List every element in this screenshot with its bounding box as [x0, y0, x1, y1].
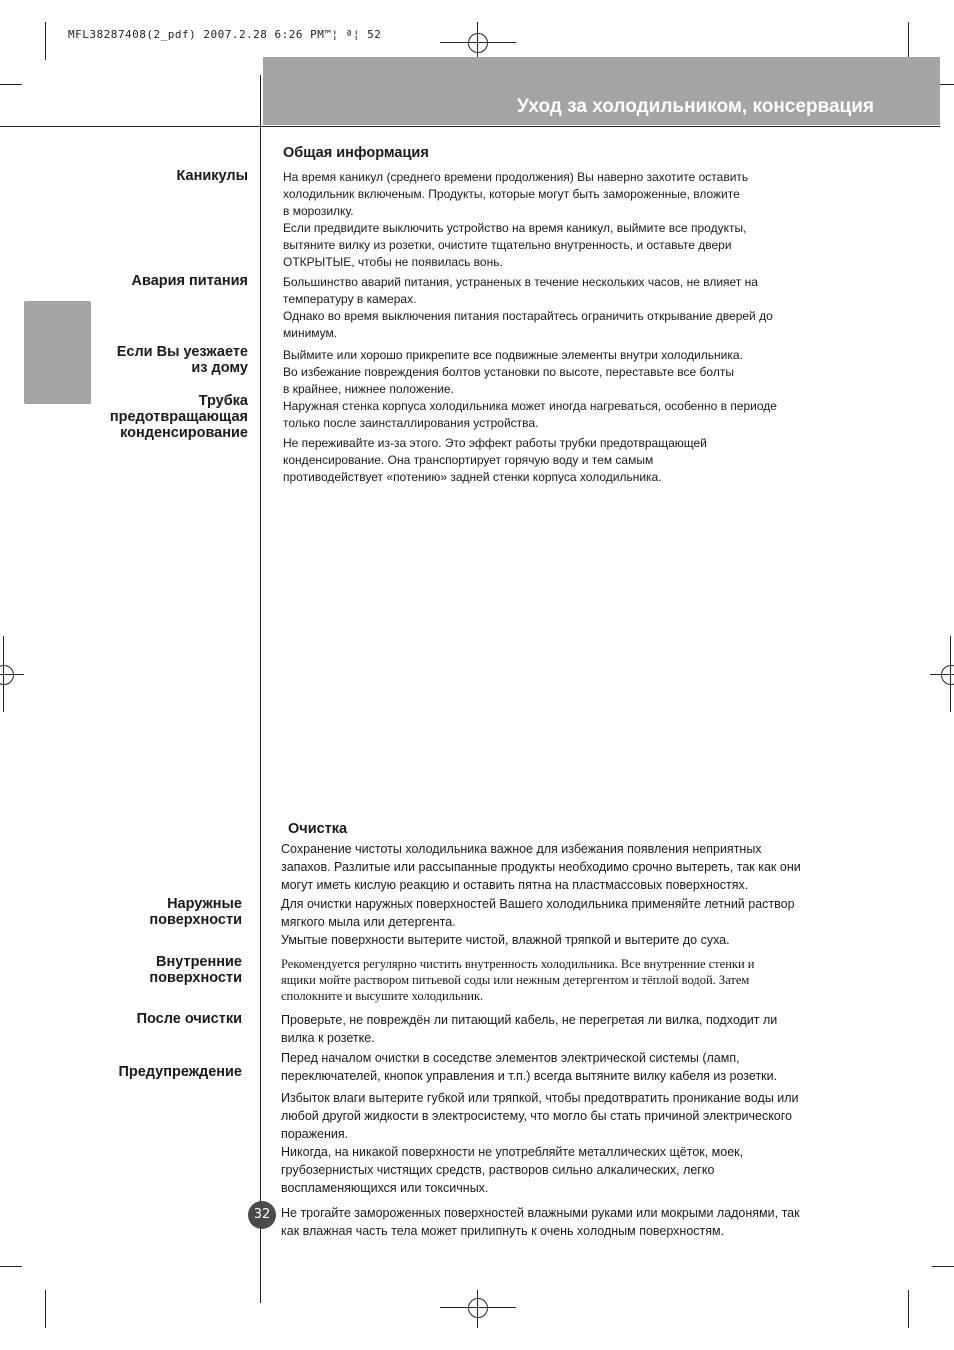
cleaning-heading: Очистка: [288, 821, 348, 837]
inner-surfaces-text: Рекомендуется регулярно чистить внутренность холодильника. Все внутренние стенки и ящики мойте раствором питьевой соды или нежным детергентом и тёплой водой. Затем сполокните и высушите холодильник.: [281, 957, 755, 1003]
label-anti-condensation: Трубка предотвращающая конденсирование: [109, 393, 248, 441]
label-outer-surfaces: Наружные поверхности: [149, 896, 242, 928]
label-inner-surfaces: Внутренние поверхности: [149, 954, 242, 986]
column-divider: [260, 75, 261, 1303]
label-after-cleaning: После очистки: [136, 1011, 242, 1027]
page-number: 32: [248, 1201, 276, 1229]
label-power-failure: Авария питания: [131, 273, 248, 289]
section-tab: [24, 301, 91, 404]
general-heading: Общая информация: [283, 145, 429, 161]
label-vacation: Каникулы: [176, 168, 248, 184]
warning-text-3: Не трогайте замороженных поверхностей влажными руками или мокрыми ладонями, так как влажная часть тела может прилипнуть к очень холодным поверхностям.: [281, 1206, 800, 1238]
warning-text-2: Избыток влаги вытерите губкой или тряпкой, чтобы предотвратить проникание воды или любой другой жидкости в электросистему, что могло бы стать причиной электрического поражения. Никогда, на никакой поверхности не употребляйте металлических щёток, моек, грубозернистых чистящих средств, растворов сильно алкалических, легко воспламеняющихся или токсичных.: [281, 1091, 799, 1195]
label-warning: Предупреждение: [118, 1064, 242, 1080]
after-cleaning-text: Проверьте, не повреждён ли питающий кабель, не перегретая ли вилка, подходит ли вилка к розетке.: [281, 1013, 778, 1045]
vacation-text: На время каникул (среднего времени продолжения) Вы наверно захотите оставить холодильник включеным. Продукты, которые могут быть замороженные, вложите в морозилку. Если предвидите выключить устройство на время каникул, выймите все продукты, вытяните вилку из розетки, очистите тщательно внутренность, и оставьте двери ОТКРЫТЫЕ, чтобы не появилась вонь.: [283, 170, 749, 269]
page-title: Уход за холодильником, консервация: [517, 96, 874, 117]
pipe-text: Не переживайте из-за этого. Это эффект работы трубки предотвращающей конденсирование. Она транспортирует горячую воду и тем самым противодействует «потению» задней стенки корпуса холодильника.: [283, 436, 707, 484]
cleaning-intro: Сохранение чистоты холодильника важное для избежания появления неприятных запахов. Разлитые или рассыпанные продукты необходимо срочно вытереть, так как они могут иметь кислую реакцию и оставить пятна на пластмассовых поверхностях.: [281, 842, 801, 892]
moving-text: Выймите или хорошо прикрепите все подвижные элементы внутри холодильника. Во избежание повреждения болтов установки по высоте, переставьте все болты в крайнее, нижнее положение. Наружная стенка корпуса холодильника может иногда нагреваться, особенно в периоде только после заинсталлирования устройства.: [283, 348, 777, 430]
print-slug: MFL38287408(2_pdf) 2007.2.28 6:26 PM™¦ ª¦ 52: [68, 28, 382, 41]
warning-text-1: Перед началом очистки в соседстве элементов электрической системы (ламп, переключателей, кнопок управления и т.п.) всегда вытяните вилку кабеля из розетки.: [281, 1051, 778, 1083]
label-moving: Если Вы уезжаете из дому: [116, 344, 248, 376]
outer-surfaces-text: Для очистки наружных поверхностей Вашего холодильника применяйте летний раствор мягкого мыла или детергента. Умытые поверхности вытерите чистой, влажной тряпкой и вытерите до суха.: [281, 897, 795, 947]
header-rule: [0, 126, 940, 127]
power-failure-text: Большинство аварий питания, устраненых в течение нескольких часов, не влияет на температуру в камерах. Однако во время выключения питания постарайтесь ограничить открывание дверей до минимум.: [283, 275, 773, 340]
